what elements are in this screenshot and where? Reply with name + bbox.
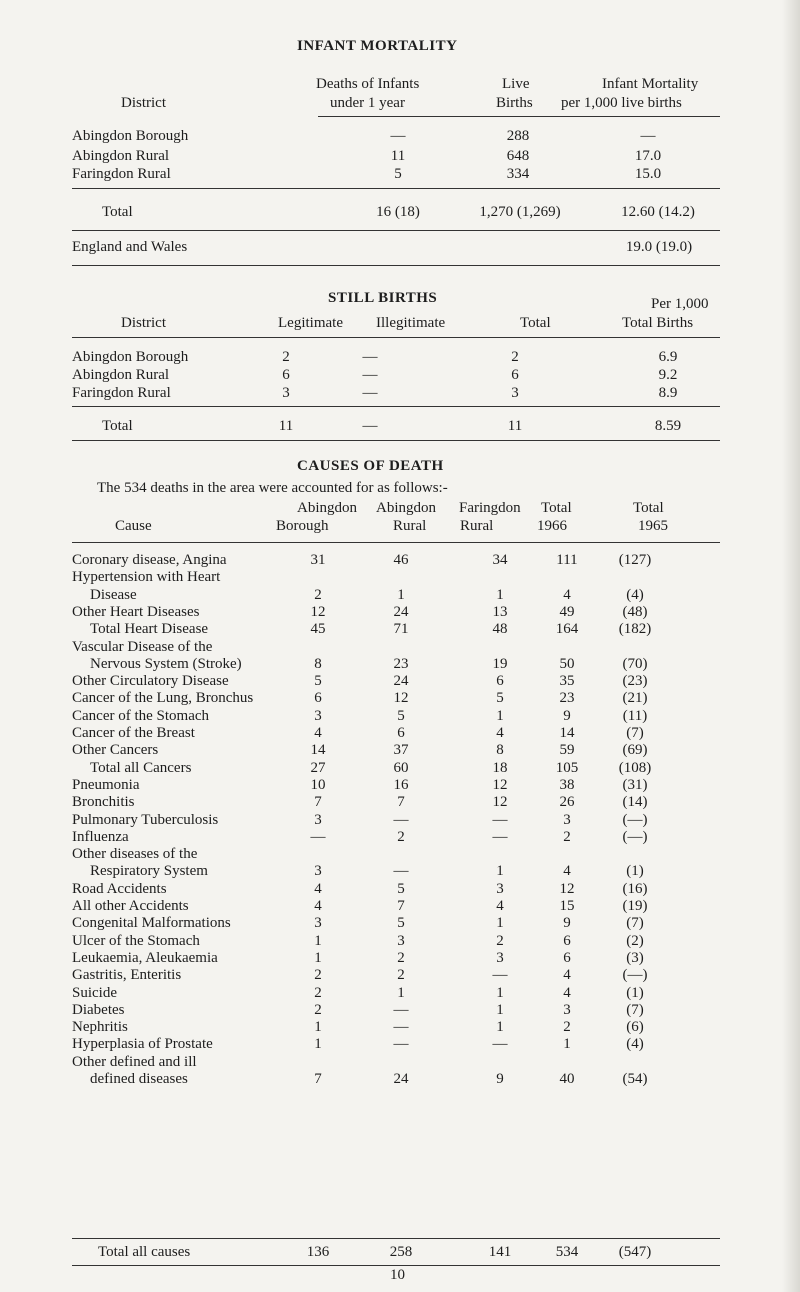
still-row-per: 6.9	[658, 349, 678, 365]
cause-row-label: Pulmonary Tuberculosis	[72, 811, 219, 828]
still-col-legit: Legitimate	[278, 315, 343, 331]
cause-row-ar: 5	[397, 915, 405, 932]
cause-row-t65: (31)	[622, 776, 648, 793]
cause-row-t66: 40	[559, 1071, 575, 1087]
cause-row-label: Diabetes	[72, 1001, 125, 1018]
cause-row-t66: 164	[555, 621, 579, 638]
infant-col-deaths-1: Deaths of Infants	[316, 76, 420, 92]
infant-total-label: Total	[102, 204, 133, 220]
cause-row-ab: 3	[314, 915, 322, 932]
cause-row-prefix: Other defined and ill	[72, 1053, 197, 1070]
england-wales-rate: 19.0 (19.0)	[625, 239, 693, 255]
causes-col-ar-2: Rural	[393, 518, 427, 534]
cause-row-ar: 5	[397, 880, 405, 897]
causes-total-t65: (547)	[618, 1244, 652, 1260]
cause-row-ar: 5	[397, 707, 405, 724]
cause-row-t66: 14	[559, 725, 575, 741]
cause-row-label: Gastritis, Enteritis	[72, 967, 182, 984]
still-row-legit: 2	[282, 349, 290, 365]
page-edge-shadow	[782, 0, 800, 1292]
cause-row-t66: 3	[563, 1001, 571, 1018]
cause-row-ar: —	[393, 1036, 409, 1053]
still-col-per-2: Total Births	[622, 315, 694, 331]
infant-row-deaths: 5	[394, 166, 402, 182]
cause-row-fr: 3	[496, 880, 504, 897]
cause-row-label: Other Heart Diseases	[72, 603, 200, 620]
cause-row-t65: (—)	[622, 967, 648, 984]
still-row-total: 6	[511, 367, 519, 383]
cause-row-t66: 26	[559, 794, 575, 811]
cause-row-fr: 1	[496, 1019, 504, 1036]
cause-row-ab: 27	[310, 759, 326, 776]
cause-row-label: Influenza	[72, 828, 129, 845]
infant-row-births: 288	[506, 128, 530, 144]
still-total-label: Total	[102, 418, 133, 434]
cause-row-t65: (4)	[626, 1036, 644, 1053]
cause-row-t66: 59	[559, 742, 575, 759]
cause-row-t65: (7)	[626, 1001, 644, 1018]
cause-row-ab: 45	[310, 621, 326, 638]
cause-row-t65: (—)	[622, 811, 648, 828]
cause-row-ab: 1	[314, 932, 322, 949]
england-wales-label: England and Wales	[72, 239, 188, 255]
cause-row-ab: 4	[314, 880, 322, 897]
page-number: 10	[390, 1267, 405, 1283]
cause-row-t65: (127)	[618, 552, 652, 568]
cause-row-label: Nervous System (Stroke)	[90, 655, 242, 672]
causes-body-rule	[72, 1238, 720, 1239]
infant-total-rate: 12.60 (14.2)	[621, 204, 695, 220]
causes-header-rule	[72, 542, 720, 543]
causes-col-fr-1: Faringdon	[459, 500, 521, 516]
cause-row-fr: 12	[492, 776, 508, 793]
cause-row-label: Other Cancers	[72, 742, 159, 759]
still-row-illegit: —	[362, 349, 378, 365]
cause-row-label: Coronary disease, Angina	[72, 552, 227, 568]
still-row-district: Abingdon Rural	[72, 367, 170, 383]
cause-row-t65: (1)	[626, 984, 644, 1001]
cause-row-t66: 38	[559, 776, 575, 793]
cause-row-t66: 6	[563, 949, 571, 966]
cause-row-fr: 6	[496, 673, 504, 690]
cause-row-ar: 7	[397, 898, 405, 914]
cause-row-t66: 49	[559, 603, 575, 620]
cause-row-t65: (3)	[626, 949, 644, 966]
cause-row-t66: 111	[556, 552, 578, 568]
causes-col-66-1: Total	[541, 500, 572, 516]
cause-row-ab: 8	[314, 655, 322, 672]
infant-row-district: Faringdon Rural	[72, 166, 171, 182]
cause-row-fr: 1	[496, 1001, 504, 1018]
cause-row-t66: 4	[563, 586, 571, 603]
cause-row-t65: (21)	[622, 690, 648, 707]
cause-row-fr: 13	[492, 603, 508, 620]
cause-row-ar: 7	[397, 794, 405, 811]
cause-row-label: Cancer of the Stomach	[72, 707, 210, 724]
cause-row-prefix: Hypertension with Heart	[72, 569, 221, 586]
cause-row-label: Road Accidents	[72, 880, 167, 897]
still-row-total: 2	[511, 349, 519, 365]
still-row-illegit: —	[362, 385, 378, 401]
cause-row-label: Cancer of the Lung, Bronchus	[72, 690, 254, 707]
cause-row-label: Nephritis	[72, 1019, 128, 1036]
cause-row-t66: 9	[563, 707, 571, 724]
still-row-per: 8.9	[658, 385, 678, 401]
cause-row-t65: (70)	[622, 655, 648, 672]
still-col-total: Total	[520, 315, 551, 331]
still-row-total: 3	[511, 385, 519, 401]
cause-row-ar: 71	[393, 621, 409, 638]
cause-row-ab: 4	[314, 725, 322, 741]
cause-row-ar: 16	[393, 776, 409, 793]
cause-row-ar: —	[393, 811, 409, 828]
cause-row-label: Cancer of the Breast	[72, 725, 195, 741]
cause-row-ab: 4	[314, 898, 322, 914]
infant-total-births: 1,270 (1,269)	[479, 204, 561, 220]
cause-row-t66: 2	[563, 828, 571, 845]
infant-col-rate-2: per 1,000 live births	[561, 95, 682, 111]
cause-row-fr: 1	[496, 984, 504, 1001]
still-total-illegit: —	[362, 418, 378, 434]
causes-col-66-2: 1966	[537, 518, 567, 534]
infant-col-births-2: Births	[496, 95, 533, 111]
cause-row-fr: 2	[496, 932, 504, 949]
cause-row-ar: —	[393, 863, 409, 880]
infant-row-deaths: 11	[390, 148, 406, 164]
cause-row-t66: 35	[559, 673, 575, 690]
causes-total-ar: 258	[389, 1244, 413, 1260]
cause-row-t65: (16)	[622, 880, 648, 897]
infant-row-rate: 17.0	[634, 148, 662, 164]
cause-row-label: Respiratory System	[90, 863, 208, 880]
cause-row-ar: 24	[393, 1071, 409, 1087]
cause-row-fr: —	[492, 1036, 508, 1053]
still-row-legit: 3	[282, 385, 290, 401]
cause-row-ar: 1	[397, 984, 405, 1001]
cause-row-label: Disease	[90, 586, 137, 603]
cause-row-fr: 3	[496, 949, 504, 966]
cause-row-t66: 4	[563, 967, 571, 984]
cause-row-fr: 19	[492, 655, 508, 672]
infant-total-deaths: 16 (18)	[376, 204, 420, 220]
cause-row-fr: 1	[496, 863, 504, 880]
cause-row-t65: (54)	[622, 1071, 648, 1087]
cause-row-t65: (19)	[622, 898, 648, 914]
cause-row-label: Total all Cancers	[90, 759, 192, 776]
causes-total-label: Total all causes	[98, 1244, 191, 1260]
cause-row-t65: (1)	[626, 863, 644, 880]
cause-row-t66: 3	[563, 811, 571, 828]
infant-row-deaths: —	[390, 128, 406, 144]
still-col-per-1: Per 1,000	[651, 296, 709, 312]
cause-row-fr: —	[492, 828, 508, 845]
england-wales-rule	[72, 265, 720, 266]
cause-row-t66: 9	[563, 915, 571, 932]
infant-row-births: 334	[506, 166, 530, 182]
cause-row-fr: —	[492, 811, 508, 828]
cause-row-t65: (2)	[626, 932, 644, 949]
infant-mortality-title: INFANT MORTALITY	[297, 38, 458, 54]
cause-row-ab: 10	[310, 776, 326, 793]
still-total-per: 8.59	[654, 418, 682, 434]
causes-col-fr-2: Rural	[460, 518, 494, 534]
causes-col-ab-2: Borough	[276, 518, 329, 534]
cause-row-ar: 2	[397, 949, 405, 966]
cause-row-ab: 3	[314, 811, 322, 828]
cause-row-t65: (14)	[622, 794, 648, 811]
still-header-rule	[72, 337, 720, 338]
still-total-total: 11	[507, 418, 523, 434]
causes-total-t66: 534	[555, 1244, 579, 1260]
cause-row-t65: (6)	[626, 1019, 644, 1036]
causes-total-ab: 136	[306, 1244, 330, 1260]
cause-row-t65: (23)	[622, 673, 648, 690]
cause-row-t66: 12	[559, 880, 575, 897]
cause-row-fr: 1	[496, 915, 504, 932]
causes-intro: The 534 deaths in the area were accounted for as follows:-	[97, 480, 448, 496]
cause-row-ab: 31	[310, 552, 326, 568]
cause-row-t65: (11)	[622, 707, 648, 724]
infant-col-deaths-2: under 1 year	[330, 95, 405, 111]
cause-row-label: Bronchitis	[72, 794, 135, 811]
infant-col-rate-1: Infant Mortality	[602, 76, 699, 92]
cause-row-t65: (108)	[618, 759, 652, 776]
cause-row-label: Hyperplasia of Prostate	[72, 1036, 213, 1053]
still-births-title: STILL BIRTHS	[328, 290, 438, 306]
causes-title: CAUSES OF DEATH	[297, 458, 444, 474]
cause-row-fr: 4	[496, 898, 504, 914]
causes-col-65-1: Total	[633, 500, 664, 516]
cause-row-label: All other Accidents	[72, 898, 189, 914]
cause-row-label: Leukaemia, Aleukaemia	[72, 949, 218, 966]
infant-header-rule	[318, 116, 720, 117]
cause-row-ab: 2	[314, 586, 322, 603]
still-total-legit: 11	[278, 418, 294, 434]
cause-row-fr: 4	[496, 725, 504, 741]
still-body-rule	[72, 406, 720, 407]
cause-row-label: Congenital Malformations	[72, 915, 231, 932]
cause-row-fr: 12	[492, 794, 508, 811]
causes-col-ab-1: Abingdon	[297, 500, 357, 516]
cause-row-label: Pneumonia	[72, 776, 140, 793]
cause-row-ar: 60	[393, 759, 409, 776]
still-row-district: Abingdon Borough	[72, 349, 189, 365]
cause-row-t66: 23	[559, 690, 575, 707]
cause-row-ar: 24	[393, 673, 409, 690]
cause-row-ar: 2	[397, 967, 405, 984]
infant-row-rate: —	[640, 128, 656, 144]
cause-row-ab: 1	[314, 1019, 322, 1036]
still-row-per: 9.2	[658, 367, 678, 383]
cause-row-fr: 8	[496, 742, 504, 759]
infant-body-rule	[72, 188, 720, 189]
cause-row-ab: 6	[314, 690, 322, 707]
infant-row-district: Abingdon Rural	[72, 148, 170, 164]
cause-row-fr: 9	[496, 1071, 504, 1087]
still-row-legit: 6	[282, 367, 290, 383]
causes-col-cause: Cause	[115, 518, 152, 534]
cause-row-ab: 3	[314, 707, 322, 724]
cause-row-fr: 18	[492, 759, 508, 776]
infant-row-births: 648	[506, 148, 530, 164]
still-col-district: District	[121, 315, 166, 331]
cause-row-label: defined diseases	[90, 1071, 188, 1087]
cause-row-t66: 50	[559, 655, 575, 672]
cause-row-ab: 2	[314, 967, 322, 984]
cause-row-t65: (4)	[626, 586, 644, 603]
cause-row-fr: 1	[496, 586, 504, 603]
cause-row-ab: 1	[314, 1036, 322, 1053]
cause-row-fr: 1	[496, 707, 504, 724]
causes-col-ar-1: Abingdon	[376, 500, 436, 516]
cause-row-ab: 7	[314, 1071, 322, 1087]
cause-row-fr: 5	[496, 690, 504, 707]
cause-row-ar: 1	[397, 586, 405, 603]
infant-col-births-1: Live	[502, 76, 530, 92]
causes-col-65-2: 1965	[638, 518, 668, 534]
cause-row-fr: 34	[492, 552, 508, 568]
infant-row-rate: 15.0	[634, 166, 662, 182]
cause-row-ab: 7	[314, 794, 322, 811]
cause-row-ar: 6	[397, 725, 405, 741]
cause-row-label: Total Heart Disease	[90, 621, 209, 638]
cause-row-ar: 24	[393, 603, 409, 620]
cause-row-t66: 105	[555, 759, 579, 776]
still-row-illegit: —	[362, 367, 378, 383]
still-col-illegit: Illegitimate	[376, 315, 446, 331]
cause-row-prefix: Other diseases of the	[72, 846, 198, 863]
causes-total-rule	[72, 1265, 720, 1266]
cause-row-label: Ulcer of the Stomach	[72, 932, 200, 949]
cause-row-ar: —	[393, 1019, 409, 1036]
cause-row-ar: 2	[397, 828, 405, 845]
cause-row-ab: 3	[314, 863, 322, 880]
infant-total-rule	[72, 230, 720, 231]
cause-row-t65: (7)	[626, 725, 644, 741]
cause-row-ar: 46	[393, 552, 409, 568]
cause-row-label: Other Circulatory Disease	[72, 673, 229, 690]
causes-total-fr: 141	[488, 1244, 512, 1260]
cause-row-ab: 1	[314, 949, 322, 966]
cause-row-t66: 4	[563, 984, 571, 1001]
cause-row-prefix: Vascular Disease of the	[72, 638, 213, 655]
cause-row-t66: 15	[559, 898, 575, 914]
cause-row-t65: (—)	[622, 828, 648, 845]
cause-row-ab: 14	[310, 742, 326, 759]
cause-row-t65: (69)	[622, 742, 648, 759]
cause-row-t66: 2	[563, 1019, 571, 1036]
cause-row-t65: (7)	[626, 915, 644, 932]
cause-row-ab: 2	[314, 1001, 322, 1018]
still-row-district: Faringdon Rural	[72, 385, 171, 401]
still-total-rule	[72, 440, 720, 441]
infant-row-district: Abingdon Borough	[72, 128, 189, 144]
cause-row-ar: —	[393, 1001, 409, 1018]
infant-col-district: District	[121, 95, 166, 111]
cause-row-t65: (48)	[622, 603, 648, 620]
cause-row-t66: 4	[563, 863, 571, 880]
cause-row-label: Suicide	[72, 984, 117, 1001]
cause-row-t65: (182)	[618, 621, 652, 638]
cause-row-ar: 3	[397, 932, 405, 949]
cause-row-ab: 5	[314, 673, 322, 690]
cause-row-ab: 2	[314, 984, 322, 1001]
cause-row-t66: 6	[563, 932, 571, 949]
cause-row-ar: 23	[393, 655, 409, 672]
cause-row-ab: 12	[310, 603, 326, 620]
cause-row-ar: 37	[393, 742, 409, 759]
cause-row-ab: —	[310, 828, 326, 845]
cause-row-ar: 12	[393, 690, 409, 707]
cause-row-fr: —	[492, 967, 508, 984]
cause-row-fr: 48	[492, 621, 508, 638]
cause-row-t66: 1	[563, 1036, 571, 1053]
